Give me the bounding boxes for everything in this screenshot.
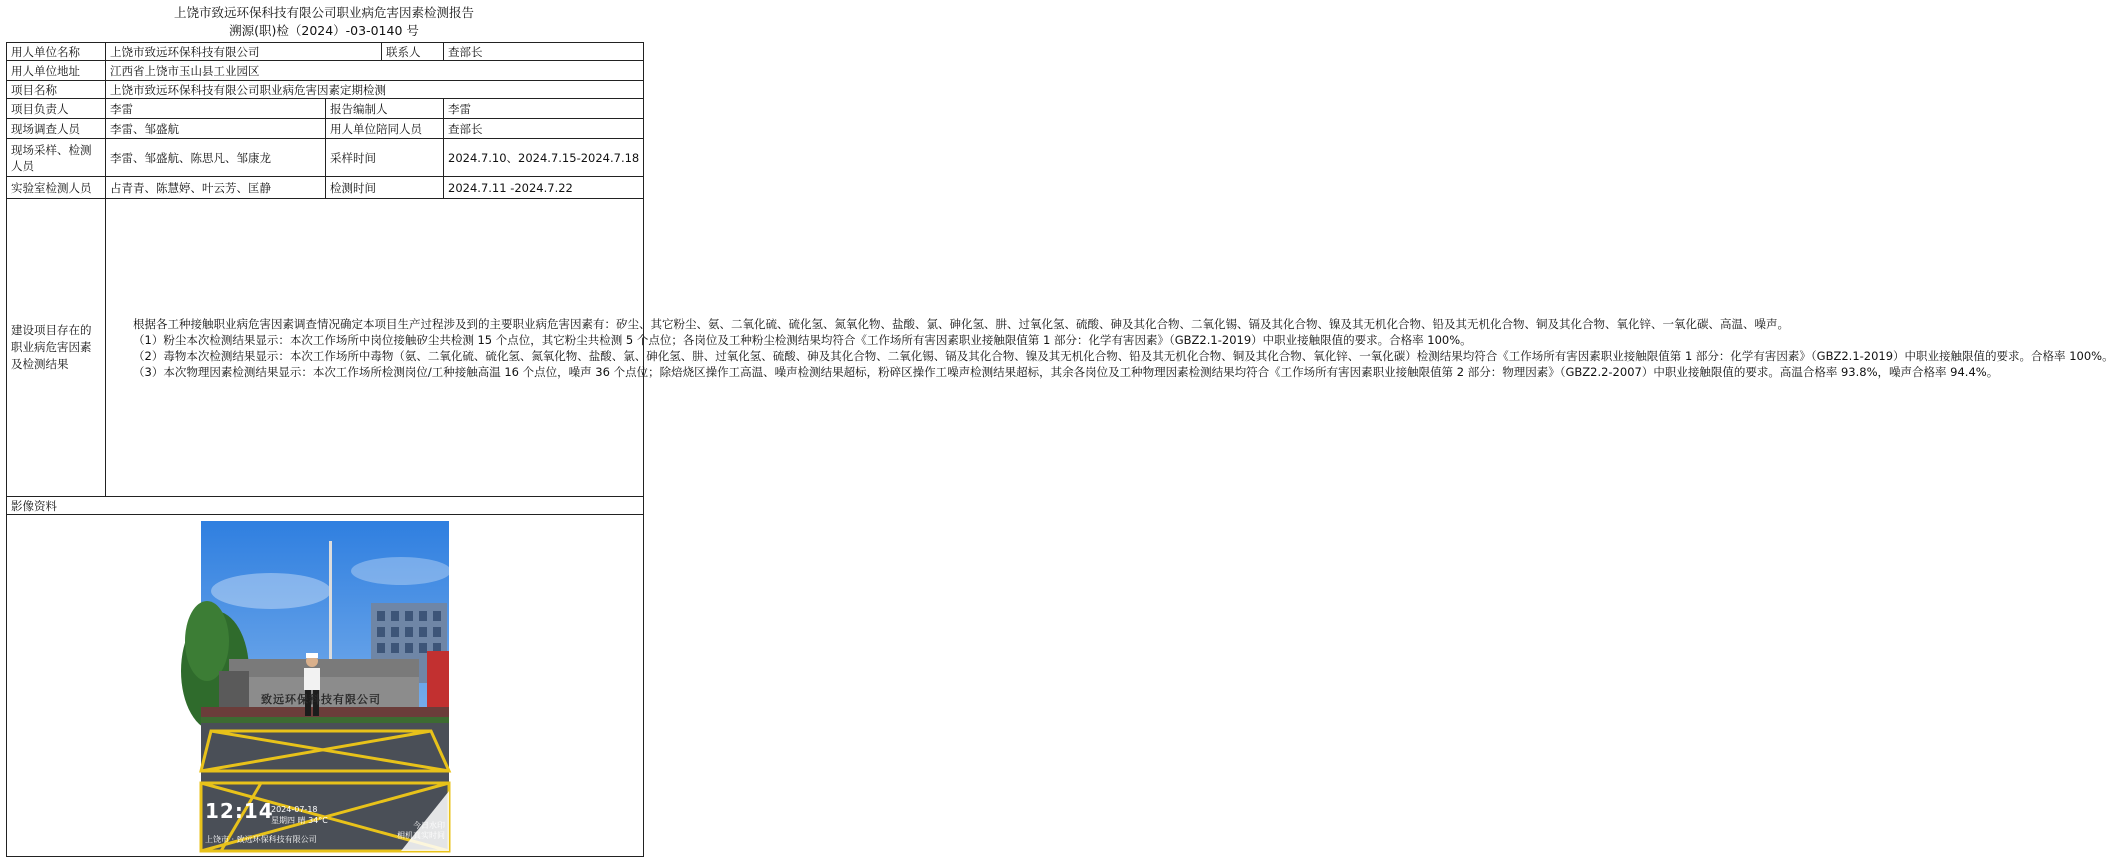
- sampling-time-value: 2024.7.10、2024.7.15-2024.7.18: [444, 139, 644, 177]
- project-value: 上饶市致远环保科技有限公司职业病危害因素定期检测: [106, 81, 644, 99]
- project-label: 项目名称: [7, 81, 106, 99]
- sign-text: 致远环保科技有限公司: [261, 693, 381, 706]
- report-title: 上饶市致远环保科技有限公司职业病危害因素检测报告: [173, 5, 474, 20]
- report-number: 溯源(职)检（2024）-03-0140 号: [229, 23, 419, 38]
- row-results: [7, 199, 644, 497]
- results-paragraph-1: 根据各工种接触职业病危害因素调查情况确定本项目生产过程涉及到的主要职业病危害因素有：矽尘、其它粉尘、氨、二氧化硫、硫化氢、氮氧化物、盐酸、氯、砷化氢、肼、过氧化氢、硫酸、砷及其化合物、二氧化锡、镉及其化合物、镍及其无机化合物、铅及其无机化合物、铜及其化合物、氧化锌、一氧化碳、高温、噪声。: [133, 316, 1789, 331]
- watermark-stamp-sub: 相机真实时间: [397, 831, 445, 840]
- sampler-label: 现场采样、检测人员: [7, 139, 106, 177]
- watermark-company: 上饶市 · 致远环保科技有限公司: [205, 835, 317, 844]
- row-sampler: [7, 139, 644, 177]
- image-label: 影像资料: [7, 497, 644, 515]
- sampler-value: 李雷、邹盛航、陈思凡、邹康龙: [106, 139, 326, 177]
- results-paragraph-4: （3）本次物理因素检测结果显示：本次工作场所检测岗位/工种接触高温 16 个点位，噪声 36 个点位；除焙烧区操作工高温、噪声检测结果超标，粉碎区操作工噪声检测结果超标，其余各岗位及工种物理因素检测结果均符合《工作场所有害因素职业接触限值第 2 部分：物理因素》（GBZ2.2-2007）中职业接触限值的要求。高温合格率 93.8%，噪声合格率 94.4%。: [133, 364, 1999, 379]
- results-paragraph-2: （1）粉尘本次检测结果显示：本次工作场所中岗位接触矽尘共检测 15 个点位，其它粉尘共检测 5 个点位；各岗位及工种粉尘检测结果均符合《工作场所有害因素职业接触限值第 1 部分：化学有害因素》（GBZ2.1-2019）中职业接触限值的要求。合格率 100%。: [133, 332, 1472, 347]
- test-time-value: 2024.7.11 -2024.7.22: [444, 177, 644, 199]
- row-lab: [7, 177, 644, 199]
- row-image: [7, 515, 644, 857]
- escort-value: 查部长: [444, 119, 644, 139]
- sampling-time-label: 采样时间: [326, 139, 444, 177]
- results-text: [106, 199, 2114, 497]
- employer-label: 用人单位名称: [7, 43, 106, 61]
- row-leader: [7, 99, 644, 119]
- address-value: 江西省上饶市玉山县工业园区: [106, 61, 644, 81]
- writer-label: 报告编制人: [326, 99, 444, 119]
- test-time-label: 检测时间: [326, 177, 444, 199]
- row-investigator: [7, 119, 644, 139]
- watermark-weather: 星期四 晴 34°C: [271, 816, 328, 825]
- leader-value: 李雷: [106, 99, 326, 119]
- watermark-stamp-title: 今日水印: [413, 821, 445, 830]
- watermark-time: 12:14: [205, 799, 274, 823]
- investigator-label: 现场调查人员: [7, 119, 106, 139]
- lab-label: 实验室检测人员: [7, 177, 106, 199]
- row-address: [7, 61, 644, 81]
- employer-value: 上饶市致远环保科技有限公司: [106, 43, 382, 61]
- writer-value: 李雷: [444, 99, 644, 119]
- leader-label: 项目负责人: [7, 99, 106, 119]
- row-image-label: [7, 497, 644, 515]
- report-header: [6, 4, 642, 40]
- results-paragraph-3: （2）毒物本次检测结果显示：本次工作场所中毒物（氨、二氧化硫、硫化氢、氮氧化物、盐酸、氯、砷化氢、肼、过氧化氢、硫酸、砷及其化合物、二氧化锡、镉及其化合物、镍及其无机化合物、铅及其无机化合物、铜及其化合物、氧化锌、一氧化碳）检测结果均符合《工作场所有害因素职业接触限值第 1 部分：化学有害因素》（GBZ2.1-2019）中职业接触限值的要求。合格率 100%。: [133, 348, 2114, 363]
- watermark-date: 2024-07-18: [271, 805, 318, 814]
- contact-value: 查部长: [444, 43, 644, 61]
- address-label: 用人单位地址: [7, 61, 106, 81]
- escort-label: 用人单位陪同人员: [326, 119, 444, 139]
- row-employer: [7, 43, 644, 61]
- watermark-datetime: [271, 804, 328, 826]
- lab-value: 占青青、陈慧婷、叶云芳、匡静: [106, 177, 326, 199]
- image-cell: [7, 515, 644, 857]
- investigator-value: 李雷、邹盛航: [106, 119, 326, 139]
- site-photo: [201, 521, 449, 851]
- row-project: [7, 81, 644, 99]
- report-table: [6, 42, 2114, 857]
- watermark-stamp: [397, 821, 445, 841]
- results-label: 建设项目存在的职业病危害因素及检测结果: [7, 199, 106, 497]
- contact-label: 联系人: [382, 43, 444, 61]
